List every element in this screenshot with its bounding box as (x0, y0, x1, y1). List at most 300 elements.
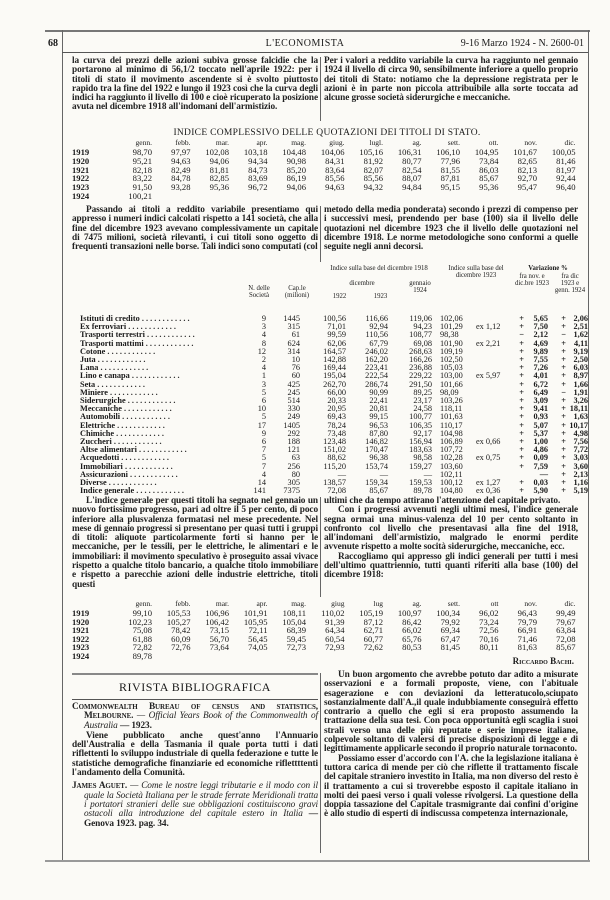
leader-dots: . . . . . . . . . . . . (127, 470, 178, 479)
var1-sign: + (519, 363, 524, 373)
var1-value: 5,90 (533, 486, 548, 496)
index-base-1923: 100,12 (440, 478, 463, 487)
issue-date: 9-16 Marzo 1924 - N. 2600-01 (460, 38, 584, 49)
para3-left (72, 497, 318, 590)
sector-name (80, 340, 238, 348)
bib-entry-1-author: Commonwealth Bureau of census and statistics, Melbourne. (72, 702, 318, 722)
sector-name (80, 438, 238, 446)
sector-name (80, 487, 238, 495)
para2-left (72, 206, 318, 252)
index-base-1923: 103,26 (440, 396, 463, 405)
var1-value: 9,89 (533, 346, 548, 356)
index-1922: 100,56 (323, 314, 346, 323)
index-value: 73,24 (479, 616, 499, 627)
para2-right: metodo della media ponderata) secondo i prezzi di compenso per i successivi mesi, prendendo per base (100) sia il livello delle quotazioni nel dicembre 1923 che il livello delle quotazioni nel dicembre 1918. Le norme metodologiche sono conformi a quelle seguite negli anni decorsi. (324, 205, 578, 253)
index-jan-1924: 69,08 (413, 338, 432, 348)
index-value: 83,69 (248, 173, 268, 184)
month-header: genn. (135, 599, 152, 608)
index-value: 81,81 (209, 164, 229, 175)
n-societa: 141 (253, 486, 266, 496)
index-value: 103,18 (243, 147, 268, 157)
n-societa: 9 (261, 428, 266, 438)
index-value: 80,11 (479, 642, 499, 653)
year-label: 1921 (72, 164, 90, 175)
n-societa: 3 (261, 379, 266, 389)
index-1923: 85,67 (369, 486, 388, 496)
leader-dots: . . . . . . . . . . . . (143, 339, 194, 348)
index-value: 106,31 (397, 147, 422, 157)
month-header: lug (373, 599, 383, 608)
col-base1923: Indice sulla base del dicembre 1923 (448, 265, 504, 279)
capitale: 76 (291, 363, 300, 373)
var2-sign: + (561, 453, 566, 463)
index-jan-1924: 108,77 (409, 330, 432, 340)
sector-label: Chimiche (80, 429, 115, 438)
var2-value: 1,16 (573, 478, 588, 487)
var1-sign: + (519, 412, 524, 422)
index-1923: 22,41 (369, 396, 388, 405)
index-jan-1924: 100,77 (409, 412, 432, 422)
month-header: apr. (256, 599, 268, 608)
index-value: 85,56 (363, 173, 383, 184)
para3-right-3: Raccogliamo qui appresso gli indici generali per tutti i mesi dell'ultimo quattriennio, tutti quanti riferiti alla base (100) del dicembre 1918: (324, 551, 578, 581)
top-border (45, 30, 590, 32)
leader-dots: . . . . . . . . . . . . (111, 438, 162, 446)
index-value: 102,08 (205, 147, 229, 157)
index-base-1923: 118,11 (440, 404, 463, 414)
var2-value: 3,26 (573, 396, 588, 405)
var2-sign: + (561, 412, 566, 422)
index-value: 72,08 (556, 633, 576, 644)
index-value: 73,15 (209, 625, 229, 636)
capitale: 63 (291, 453, 300, 463)
var1-value: 2,12 (533, 330, 548, 340)
leader-dots: . . . . . . . . . . . . (98, 364, 149, 373)
var2-sign: + (561, 322, 566, 332)
index-value: 101,67 (513, 147, 537, 157)
index-value: 81,45 (440, 642, 460, 653)
var2-sign: + (561, 486, 566, 496)
index-value: 87,81 (440, 173, 460, 184)
col-1922: 1922 (332, 293, 347, 300)
var1-value: 6,72 (533, 379, 548, 389)
index-value: 90,98 (286, 155, 306, 166)
index-value: 72,56 (479, 625, 499, 636)
index-1922: 73,48 (327, 428, 346, 438)
var1-value: 4,86 (533, 445, 548, 455)
index-1922: 151,02 (323, 445, 346, 455)
var2-sign: + (561, 428, 566, 438)
var1-value: 3,09 (533, 396, 548, 405)
index-1922: 62,06 (327, 338, 346, 348)
n-societa: 3 (261, 322, 266, 332)
index-1922: 71,01 (327, 322, 346, 332)
ex-dividend: ex 0,75 (476, 453, 501, 463)
var1-value: 6,49 (533, 387, 548, 397)
var1-sign: + (519, 396, 524, 405)
sector-name (80, 413, 238, 421)
capitale: 1445 (283, 314, 300, 323)
index-base-1923: 98,09 (440, 387, 459, 397)
index-value: 85,67 (479, 173, 499, 184)
index-1922: 164,57 (323, 346, 346, 356)
index-value: 105,04 (282, 616, 306, 627)
col-n-societa: N. delle Società (248, 285, 270, 299)
var2-sign: + (561, 404, 566, 414)
index-1923: 110,56 (365, 330, 388, 340)
var1-sign: + (519, 420, 524, 430)
right-border (588, 30, 589, 860)
n-societa: 7 (261, 461, 266, 471)
capitale: 314 (287, 346, 300, 356)
index-1922: 142,88 (323, 355, 346, 364)
ex-dividend (476, 405, 510, 413)
index-value: 86,19 (286, 173, 306, 184)
index-value: 79,67 (556, 616, 576, 627)
index-1922: 72,08 (327, 486, 346, 496)
index-1922: 20,33 (327, 396, 346, 405)
index-jan-1924: 159,53 (409, 478, 432, 487)
sector-label: Acquedotti (80, 454, 120, 463)
bottom-border (45, 860, 590, 862)
index-value: 100,05 (551, 147, 576, 157)
var1-value: 5,07 (533, 420, 548, 430)
sector-label: Trasporti mattimi (80, 339, 144, 348)
index-value: 65,76 (402, 633, 422, 644)
table1-title: INDICE COMPLESSIVO DELLE QUOTAZIONI DEI TITOLI DI STATO. (173, 128, 481, 138)
index-value: 84,78 (171, 173, 191, 184)
index-value: 83,64 (325, 164, 345, 175)
year-label: 1920 (72, 155, 90, 166)
para3-right (324, 497, 578, 581)
var2-value: 2,13 (573, 469, 588, 479)
leader-dots: . . . . . . . . . . . . (105, 347, 156, 356)
index-1922: 20,95 (327, 404, 346, 414)
var1-sign: + (519, 379, 524, 389)
var1-sign: + (519, 355, 524, 364)
para3-right-2: Con i progressi avvenuti negli ultimi mesi, l'indice generale segna ormai una minus-valenza del 10 per cento soltanto in confronto col livello che presentavasi alla fine del 1918, all'indomani dell'armistizio, malgrado le enormi perdite avvenute rispetto a molte socità siderurgiche, meccaniche, ecc. (324, 505, 578, 553)
para3-right-1: ultimi che da tempo attirano l'attenzione del capitale privato. (324, 496, 561, 506)
leader-dots: . . . . . . . . . . . . (120, 413, 170, 422)
index-value: 91,39 (325, 616, 345, 627)
n-societa: 6 (261, 396, 266, 405)
index-value: 79,79 (517, 616, 537, 627)
index-value: 72,76 (171, 642, 191, 653)
column-divider (320, 206, 321, 262)
month-header: sett. (447, 599, 460, 608)
month-header: nov. (524, 138, 537, 147)
ex-dividend: ex 1,27 (476, 478, 501, 487)
sector-name (80, 315, 238, 323)
sector-name (80, 430, 238, 438)
var1-value: 4,69 (533, 338, 548, 348)
index-value: 96,43 (517, 608, 537, 618)
variable-income-index-table (72, 265, 588, 496)
var2-value: 1,66 (573, 379, 588, 389)
var1-value: 7,26 (533, 363, 548, 373)
var2-sign: + (561, 396, 566, 405)
index-jan-1924: 236,88 (409, 363, 432, 373)
sector-name (80, 381, 238, 389)
leader-dots: . . . . . . . . . . . . (107, 388, 158, 397)
rivista-left (72, 703, 318, 829)
col-variazione: Variazione % (528, 265, 568, 272)
sector-name (80, 446, 238, 454)
capitale: 256 (287, 461, 300, 471)
index-1923: 116,66 (365, 314, 388, 323)
index-base-1923: 110,17 (440, 420, 463, 430)
sector-label: Juta (80, 356, 96, 364)
index-1922: 123,48 (323, 437, 346, 446)
var2-sign: + (561, 371, 566, 381)
sector-label: Trasporti terrestri (80, 331, 145, 340)
var1-value: 4,01 (533, 371, 548, 381)
year-label: 1924 (72, 651, 90, 661)
index-1923: 96,38 (369, 453, 388, 463)
index-value: 94,32 (363, 182, 383, 193)
leader-dots: . . . . . . . . . . . . (125, 397, 176, 405)
index-value: 77,96 (440, 155, 460, 166)
index-value: 94,06 (286, 182, 306, 193)
index-value: 60,09 (171, 633, 191, 644)
index-value: 80,53 (402, 642, 422, 653)
var2-value: 9,19 (573, 346, 588, 356)
index-value: 82,54 (402, 164, 422, 175)
month-header: giug. (329, 138, 345, 147)
sector-label: Zuccheri (80, 438, 112, 446)
n-societa: 4 (261, 363, 266, 373)
index-value: 104,95 (474, 147, 499, 157)
rivista-right (324, 671, 578, 820)
var1-sign: + (519, 453, 524, 463)
index-value: 95,36 (209, 182, 229, 193)
index-value: 95,47 (517, 182, 537, 193)
index-value: 104,06 (320, 147, 345, 157)
n-societa: 5 (261, 412, 266, 422)
sector-name (80, 471, 238, 479)
index-value: 82,65 (517, 155, 537, 166)
month-header: lugl. (369, 138, 383, 147)
ex-dividend (476, 381, 510, 389)
year-label: 1924 (72, 191, 90, 201)
sector-label: Lino e canapa (80, 372, 130, 381)
index-value: 66,91 (517, 625, 537, 636)
var1-sign: + (519, 428, 524, 438)
n-societa: 4 (261, 469, 266, 479)
index-1923: 90,99 (369, 387, 388, 397)
var2-value: 1,91 (573, 387, 588, 397)
ex-dividend: ex 0,66 (476, 437, 501, 446)
index-base-1923: 101,29 (440, 322, 463, 332)
var2-value: 2,06 (573, 314, 588, 323)
var2-sign: + (561, 338, 566, 348)
para2-left-text: Passando ai titoli a reddito variabile presentiamo qui appresso i numeri indici calcolati rispetto a 141 società, che alla fine del dicembre 1923 avevano complessivamente un capitale di 7475 milioni, società rilevanti, i cui titoli sono oggetto di frequenti transazioni nelle borse. Tali indici sono computati (col (72, 205, 318, 253)
ex-dividend: ex 1,12 (476, 322, 501, 332)
var1-value: 0,09 (533, 453, 548, 463)
index-value: 93,28 (171, 182, 191, 193)
index-1923: 222,54 (365, 371, 388, 381)
index-jan-1924: 159,27 (409, 461, 432, 471)
index-jan-1924: 291,50 (409, 379, 432, 389)
var1-sign: + (519, 478, 524, 487)
leader-dots: . . . . . . . . . . . . (119, 454, 169, 463)
index-value: 106,96 (205, 608, 229, 618)
index-base-1923: 102,11 (440, 469, 463, 479)
month-header: ott. (488, 138, 499, 147)
index-value: 95,36 (479, 182, 499, 193)
index-value: 106,10 (436, 147, 460, 157)
index-value: 86,42 (402, 616, 422, 627)
index-jan-1924: 98,58 (413, 453, 432, 463)
n-societa: 5 (261, 453, 266, 463)
index-value: 81,63 (517, 642, 537, 653)
rivista-bottom-rule (72, 699, 318, 700)
year-label: 1920 (72, 616, 90, 627)
capitale: 315 (287, 322, 300, 332)
index-value: 99,49 (556, 608, 576, 618)
var2-value: 1,62 (573, 330, 588, 340)
index-value: 110,02 (321, 608, 345, 618)
index-value: 85,67 (556, 642, 576, 653)
var1-sign: + (519, 314, 524, 323)
para3-left-text: L'indice generale per questi titoli ha segnato nel gennaio un nuovo fortissimo progresso, pari ad oltre il 5 per cento, di poco inferiore alla plusvalenza formatasi nel mese precedente. Nel mese di gennaio progressi si presentano per quasi tutti i gruppi di titoli: aliquote particolarmente forti si hanno per le meccaniche, per le tessili, per le elettriche, le alimentari e le immobiliari: il movimento speculativo è proseguito assai vivace rispetto a qualche titolo bancario, a qualche titolo immobiliare e rispetto a parecchie azioni delle industrie elettriche, titoli questi (72, 496, 318, 590)
state-bonds-index-table (72, 139, 582, 201)
month-header: giug (331, 599, 345, 608)
index-value: 94,34 (248, 155, 268, 166)
sector-label: Altse alimentari (80, 446, 137, 455)
sector-name (80, 372, 238, 380)
sector-name (80, 422, 238, 430)
index-base-1923: 104,98 (440, 428, 463, 438)
var1-value: — (539, 469, 548, 479)
var2-sign: + (561, 437, 566, 446)
year-label: 1922 (72, 173, 90, 184)
var2-sign: + (561, 379, 566, 389)
index-value: 62,71 (363, 625, 383, 636)
leader-dots: . . . . . . . . . . . . (95, 380, 145, 389)
var2-value: 3,03 (573, 453, 588, 463)
capitale: 249 (287, 412, 300, 422)
month-header: mag. (291, 138, 306, 147)
index-1923: 87,80 (369, 428, 388, 438)
index-value: 82,13 (517, 164, 537, 175)
index-base-1923: 104,80 (440, 486, 463, 496)
var1-value: 9,41 (533, 404, 548, 414)
var1-value: 7,50 (533, 322, 548, 332)
index-1922: 115,20 (323, 461, 346, 471)
sector-label: Siderurgiche (80, 397, 126, 405)
bib-entry-1-body: Viene pubblicato anche quest'anno l'Annuario dell'Australia e della Tasmania il quale porta tutti i dati riflettenti lo sviluppo industriale di quella federazione e tutte le statistiche demografiche finanziarie ed economiche riflettttenti l'andamento della Comunità. (72, 730, 318, 779)
sector-label: Elettriche (80, 421, 116, 430)
capitale: 60 (291, 371, 300, 381)
index-value: 105,53 (166, 608, 191, 618)
var2-sign: − (561, 387, 566, 397)
sector-label: Miniere (80, 388, 108, 397)
index-value: 100,21 (128, 191, 152, 201)
index-value: 80,77 (402, 155, 422, 166)
year-label: 1919 (72, 147, 90, 157)
capitale: 188 (287, 437, 300, 446)
index-1922: — (337, 469, 346, 479)
month-header: ag. (412, 599, 422, 608)
index-value: 68,39 (286, 625, 306, 636)
sector-label: Assicurazioni (80, 470, 128, 479)
index-value: 87,12 (363, 616, 383, 627)
leader-dots: . . . . . . . . . . . . (122, 462, 173, 471)
sector-label: Meccaniche (80, 405, 122, 414)
var2-sign: + (561, 355, 566, 364)
month-header: febb. (175, 138, 191, 147)
index-base-1923: 101,63 (440, 412, 463, 422)
index-value: 67,47 (440, 633, 460, 644)
index-base-1923: 98,38 (440, 330, 459, 340)
var1-sign: + (519, 461, 524, 471)
index-1923: 96,53 (369, 420, 388, 430)
leader-dots: . . . . . . . . . . . . (139, 315, 190, 323)
bib-entry-2-pub: — Genova 1923. pag. 34. (84, 809, 318, 829)
var2-value: 7,56 (573, 437, 588, 446)
page-number: 68 (48, 38, 58, 49)
index-base-1923: 105,03 (440, 363, 463, 373)
index-value: 78,42 (171, 625, 191, 636)
n-societa: 2 (261, 355, 266, 364)
ex-dividend (476, 356, 510, 364)
capitale: 7375 (283, 486, 300, 496)
index-1922: 262,70 (323, 379, 346, 389)
index-value: 84,73 (248, 164, 268, 175)
left-border (62, 30, 63, 860)
n-societa: 4 (261, 330, 266, 340)
var2-sign: − (561, 330, 566, 340)
index-value: 105,19 (359, 608, 383, 618)
index-value: 96,40 (556, 182, 576, 193)
var2-value: 10,17 (569, 420, 588, 430)
leader-dots: . . . . . . . . . . . . (95, 356, 146, 364)
var1-sign: + (519, 387, 524, 397)
var1-value: 5,65 (533, 314, 548, 323)
ex-dividend (476, 397, 510, 405)
var2-value: 2,50 (573, 355, 588, 364)
var1-sign: − (519, 330, 524, 340)
index-1922: 69,43 (327, 412, 346, 422)
var2-sign: + (561, 314, 566, 323)
index-jan-1924: 183,63 (409, 445, 432, 455)
year-label: 1923 (72, 182, 90, 193)
col-dicembre: dicembre (349, 280, 375, 287)
index-jan-1924: 106,35 (409, 420, 432, 430)
index-base-1923: 106,89 (440, 437, 463, 446)
index-value: 89,78 (132, 651, 152, 661)
index-value: 94,84 (402, 182, 422, 193)
index-value: 56,70 (209, 633, 229, 644)
index-1923: 246,02 (365, 346, 388, 356)
index-value: 71,46 (517, 633, 537, 644)
var2-sign: + (561, 420, 566, 430)
index-value: 61,88 (132, 633, 152, 644)
bib-entry-2-title: — Come le nostre leggi tributarie e il modo con il quale la Società Italiana per le strade ferrate Meridionali tratta i portatori stranieri delle sue obbligazioni costituiscono gravi ostacoli alla introduzione del capitale estero in Italia (84, 781, 318, 820)
var2-value: 6,03 (573, 363, 588, 373)
index-base-1923: 109,19 (440, 346, 463, 356)
index-value: 69,34 (440, 625, 460, 636)
review-para-1: Un buon argomento che avrebbe potuto dar adito a misurate osservazioni e a formali proposte, viene, con l'abituale esagerazione e con deviazioni da letteratucolo,sciupato sostanzialmente dall'A.,il quale indubbiamente conseguirà effetto contrario a quello che egli si era proposto assumendo la trattazione della sua tesi. Con poca opportunità egli scaglia i suoi strali verso una delle più reputate e serie imprese italiane, colpevole soltanto di valersi di precise disposizioni di legge e di legittimamente applicarle secondo il proprio naturale tornaconto. (324, 670, 578, 755)
index-value: 81,55 (440, 164, 460, 175)
intro-left-paragraph: la curva dei prezzi delle azioni subiva grosse falcidie che la portarono al minimo di 56,1/2 toccato nell'aprile 1922: per i titoli di stato il movimento ascendente si è svolto piuttosto rapido tra la fine del 1922 e lungo il 1923 così che la curva degli indici ha raggiunto il livello di 100 e cioè ricuperato la posizione avuta nel dicembre 1918 all'indomani dell'armistizio. (72, 56, 318, 113)
var2-value: 18,11 (569, 404, 588, 414)
var2-value: 3,60 (573, 461, 588, 471)
sector-name (80, 463, 238, 471)
var1-sign: + (519, 437, 524, 446)
index-value: 91,50 (132, 182, 152, 193)
